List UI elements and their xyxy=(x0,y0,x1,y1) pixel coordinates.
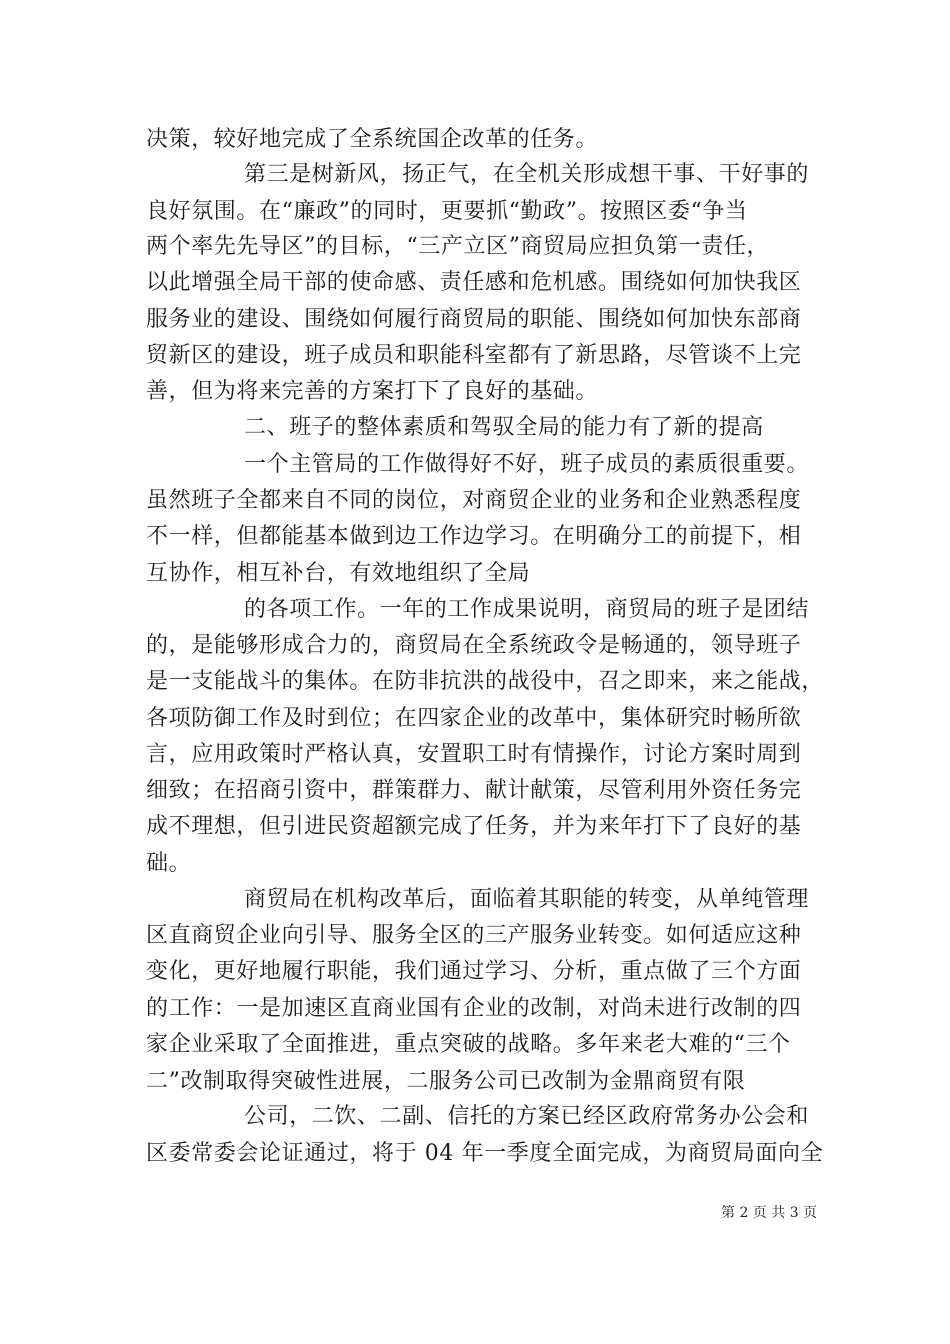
text-line: 区委常委会论证通过，将于 04 年一季度全面完成，为商贸局面向全 xyxy=(146,1141,824,1166)
text-line: 商贸局在机构改革后，面临着其职能的转变，从单纯管理 xyxy=(244,887,810,912)
text-line: 家企业采取了全面推进，重点突破的战略。多年来老大难的“三个 xyxy=(146,1032,791,1057)
text-line: 服务业的建设、围绕如何履行商贸局的职能、围绕如何加快东部商 xyxy=(146,307,802,332)
text-line: 不一样，但都能基本做到边工作边学习。在明确分工的前提下，相 xyxy=(146,524,802,549)
text-line: 虽然班子全都来自不同的岗位，对商贸企业的业务和企业熟悉程度 xyxy=(146,488,802,513)
text-line: 第三是树新风，扬正气，在全机关形成想干事、干好事的 xyxy=(244,162,810,187)
text-line: 各项防御工作及时到位；在四家企业的改革中，集体研究时畅所欲 xyxy=(146,706,802,731)
text-line: 公司，二饮、二副、信托的方案已经区政府常务办公会和 xyxy=(244,1104,810,1129)
text-line: 决策，较好地完成了全系统国企改革的任务。 xyxy=(146,127,599,152)
text-line: 言，应用政策时严格认真，安置职工时有情操作，讨论方案时周到 xyxy=(146,742,802,767)
text-line: 变化，更好地履行职能，我们通过学习、分析，重点做了三个方面 xyxy=(146,959,802,984)
text-line: 是一支能战斗的集体。在防非抗洪的战役中，召之即来，来之能战， xyxy=(146,669,825,694)
text-line: 的各项工作。一年的工作成果说明，商贸局的班子是团结 xyxy=(244,597,810,622)
text-line: 的，是能够形成合力的，商贸局在全系统政令是畅通的，领导班子 xyxy=(146,633,802,658)
text-line: 细致；在招商引资中，群策群力、献计献策，尽管利用外资任务完 xyxy=(146,778,802,803)
text-line: 善，但为将来完善的方案打下了良好的基础。 xyxy=(146,379,599,404)
page-footer: 第 2 页 共 3 页 xyxy=(721,1205,818,1221)
text-line: 一个主管局的工作做得好不好，班子成员的素质很重要。 xyxy=(244,452,810,477)
text-line: 的工作：一是加速区直商业国有企业的改制，对尚未进行改制的四 xyxy=(146,996,802,1021)
text-line: 成不理想，但引进民资超额完成了任务，并为来年打下了良好的基 xyxy=(146,814,802,839)
text-line: 二、班子的整体素质和驾驭全局的能力有了新的提高 xyxy=(244,415,764,440)
text-line: 以此增强全局干部的使命感、责任感和危机感。围绕如何加快我区 xyxy=(146,270,802,295)
text-line: 两个率先先导区”的目标，“三产立区”商贸局应担负第一责任， xyxy=(146,234,770,259)
text-line: 区直商贸企业向引导、服务全区的三产服务业转变。如何适应这种 xyxy=(146,923,802,948)
text-line: 良好氛围。在“廉政”的同时，更要抓“勤政”。按照区委“争当 xyxy=(146,199,748,224)
text-line: 互协作，相互补台，有效地组织了全局 xyxy=(146,561,531,586)
text-line: 贸新区的建设，班子成员和职能科室都有了新思路，尽管谈不上完 xyxy=(146,343,802,368)
text-line: 础。 xyxy=(146,851,192,876)
text-line: 二”改制取得突破性进展，二服务公司已改制为金鼎商贸有限 xyxy=(146,1069,746,1094)
